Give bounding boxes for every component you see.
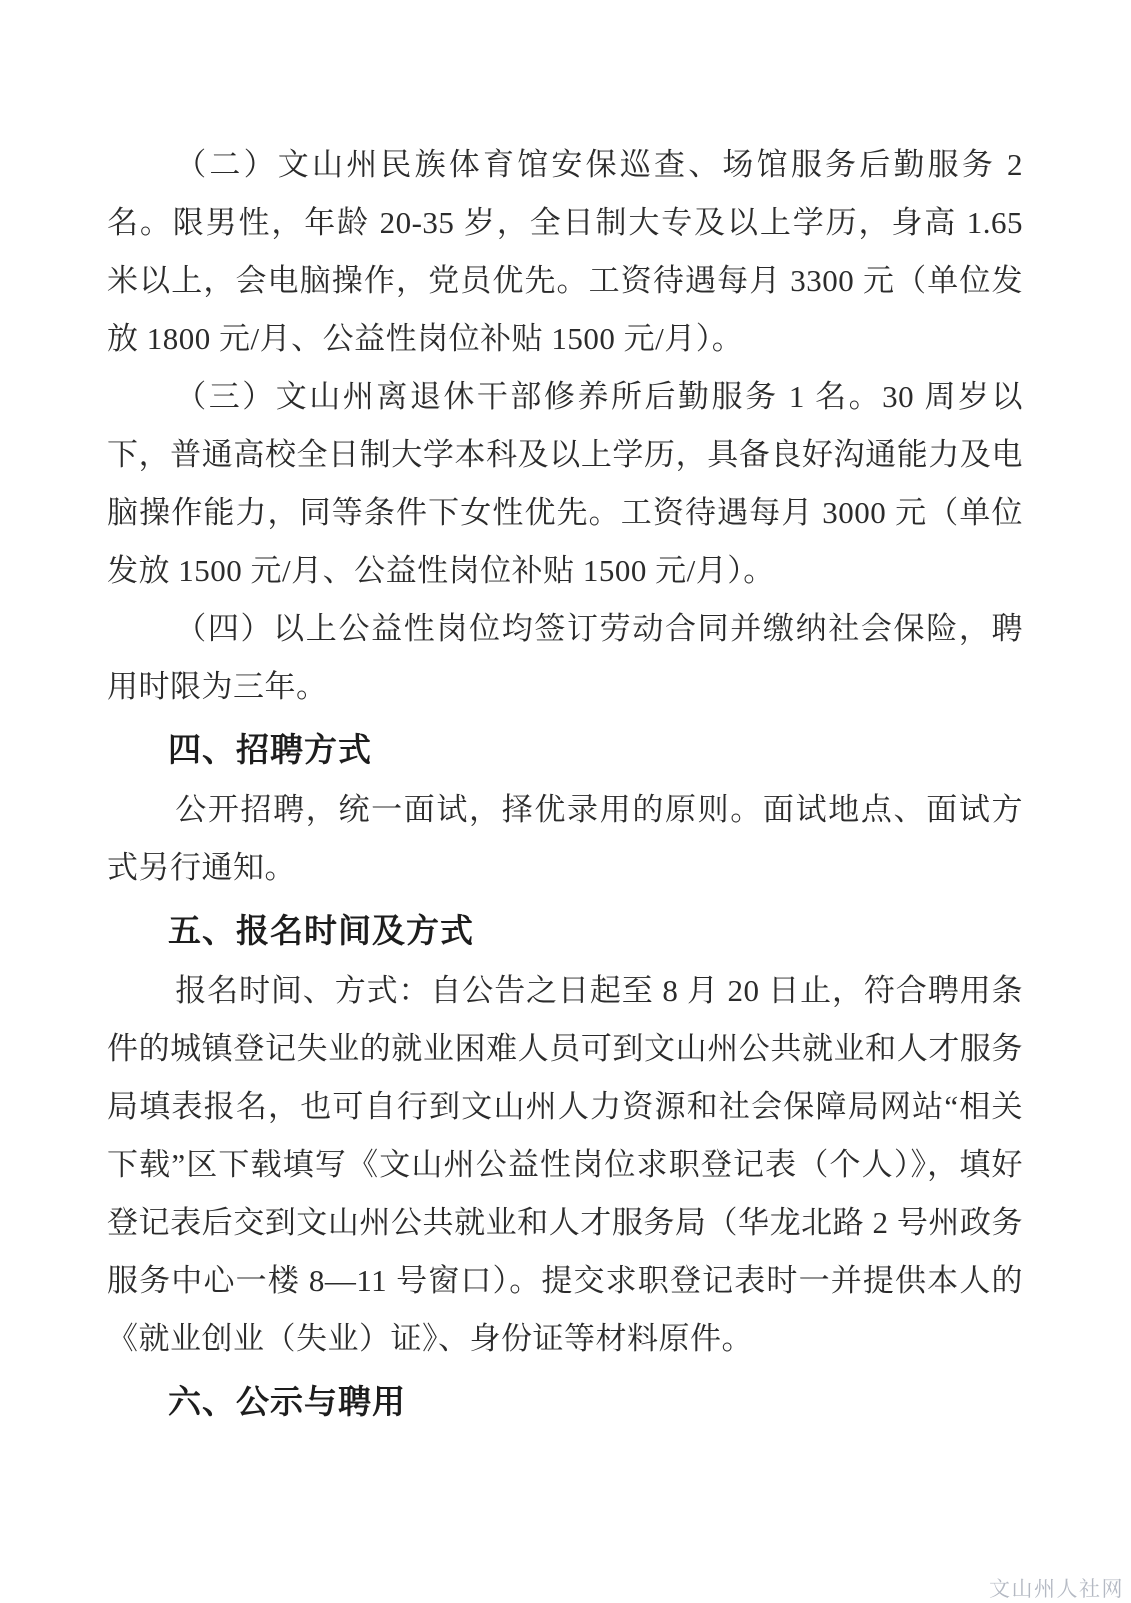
paragraph-item-4-contract-terms: （四）以上公益性岗位均签订劳动合同并缴纳社会保险，聘用时限为三年。 (107, 611, 1023, 704)
document-body (107, 136, 1023, 1433)
section-heading-5-registration-time: 五、报名时间及方式 (168, 912, 475, 949)
paragraph-item-2-sports-center-position: （二）文山州民族体育馆安保巡查、场馆服务后勤服务 2 名。限男性，年龄 20-35 岁，全日制大专及以上学历，身高 1.65 米以上，会电脑操作，党员优先。工资待遇每月 3300 元（单位发放 1800 元/月、公益性岗位补贴 1500 元/月）。 (107, 147, 1023, 356)
paragraph-recruitment-method: 公开招聘，统一面试，择优录用的原则。面试地点、面试方式另行通知。 (107, 792, 1023, 885)
section-heading-4-recruitment-method: 四、招聘方式 (168, 731, 373, 768)
paragraph-item-3-retired-cadres-position: （三）文山州离退休干部修养所后勤服务 1 名。30 周岁以下，普通高校全日制大学本科及以上学历，具备良好沟通能力及电脑操作能力，同等条件下女性优先。工资待遇每月 3000 元（单位发放 1500 元/月、公益性岗位补贴 1500 元/月）。 (107, 379, 1023, 588)
section-heading-6-publicity-and-employment: 六、公示与聘用 (168, 1383, 407, 1420)
site-watermark: 文山州人社网 (989, 1577, 1124, 1601)
paragraph-registration-details: 报名时间、方式：自公告之日起至 8 月 20 日止，符合聘用条件的城镇登记失业的就业困难人员可到文山州公共就业和人才服务局填表报名，也可自行到文山州人力资源和社会保障局网站“相关下载”区下载填写《文山州公益性岗位求职登记表（个人）》，填好登记表后交到文山州公共就业和人才服务局（华龙北路 2 号州政务服务中心一楼 8—11 号窗口）。提交求职登记表时一并提供本人的《就业创业（失业）证》、身份证等材料原件。 (107, 973, 1023, 1356)
